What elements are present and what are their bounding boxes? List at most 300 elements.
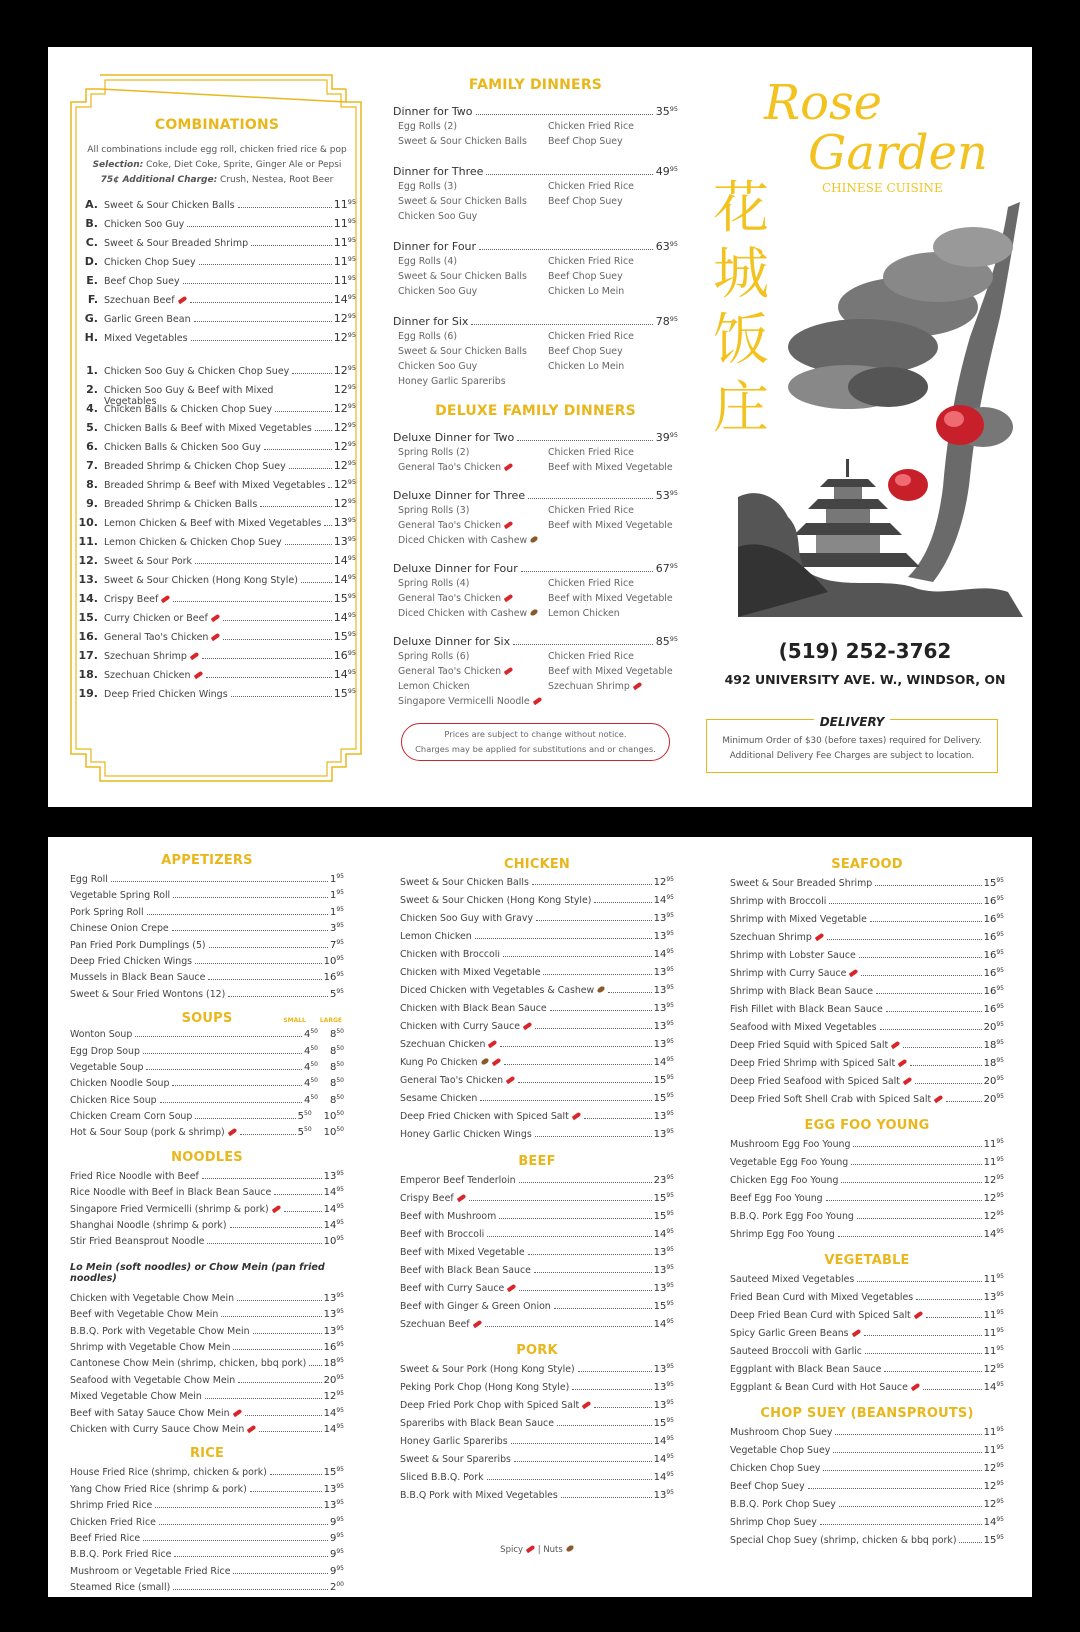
item-name: Deep Fried Chicken with Spiced Salt xyxy=(400,1112,581,1121)
item-name: Hot & Sour Soup (pork & shrimp) xyxy=(70,1127,237,1138)
notice-line-2: Charges may be applied for substitutions and or changes. xyxy=(415,744,656,754)
combo-key: 11. xyxy=(78,535,98,548)
item-price: $13^{95}$ xyxy=(653,1282,674,1294)
combo-price: $14^{95}$ xyxy=(333,554,356,567)
item-name: Sauteed Mixed Vegetables xyxy=(730,1274,855,1285)
menu-item xyxy=(70,939,344,955)
family-dinner xyxy=(393,105,678,149)
menu-item xyxy=(400,1003,674,1021)
item-name: B.B.Q. Pork Egg Foo Young xyxy=(730,1211,854,1222)
family-dinner xyxy=(393,240,678,299)
combo-name: Chicken Balls & Chicken Soo Guy xyxy=(104,442,261,453)
item-name: Chicken Chop Suey xyxy=(730,1463,821,1474)
logo-rose: Rose xyxy=(764,75,883,131)
item-price: $13^{95}$ xyxy=(323,1169,344,1182)
dinner-item: Diced Chicken with Cashew xyxy=(398,606,548,621)
combination-item xyxy=(78,687,356,706)
menu-item xyxy=(730,877,1004,895)
combo-key: A. xyxy=(85,198,98,211)
dinner-item: Spring Rolls (3) xyxy=(398,505,470,516)
item-price: $7^{95}$ xyxy=(329,938,344,951)
item-name: Beef Chop Suey xyxy=(730,1481,805,1492)
combo-key: 17. xyxy=(78,649,98,662)
chili-icon xyxy=(456,1194,465,1202)
nut-icon xyxy=(529,608,538,617)
intro-line-1: All combinations include egg roll, chicken fried rice & pop xyxy=(87,145,347,155)
dinner-title: Deluxe Dinner for Four $67^{95}$ xyxy=(393,562,678,575)
item-name: Lemon Chicken xyxy=(400,932,472,942)
item-name: Singapore Fried Vermicelli (shrimp & pork) xyxy=(70,1204,281,1215)
item-name: Mushroom Egg Foo Young xyxy=(730,1139,851,1150)
delivery-box xyxy=(706,715,998,773)
item-price: $14^{95}$ xyxy=(653,948,674,960)
combo-name: Sweet & Sour Pork xyxy=(104,556,193,567)
item-name: Yang Chow Fried Rice (shrimp & pork) xyxy=(70,1483,247,1495)
dinner-item: Szechuan Shrimp xyxy=(548,679,678,694)
chili-icon xyxy=(891,1041,900,1049)
item-name: Vegetable Soup xyxy=(70,1061,144,1073)
menu-item xyxy=(400,1111,674,1129)
item-price: $14^{95}$ xyxy=(653,1056,674,1068)
item-name: Peking Pork Chop (Hong Kong Style) xyxy=(400,1382,570,1393)
item-name: Shrimp with Curry Sauce xyxy=(730,968,858,979)
item-name: Sauteed Broccoli with Garlic xyxy=(730,1346,862,1357)
chili-icon xyxy=(247,1425,256,1433)
combo-price: $12^{95}$ xyxy=(333,331,356,344)
dinner-item: Chicken Soo Guy xyxy=(398,286,478,297)
cover-section xyxy=(698,47,1032,807)
item-name: Chicken with Curry Sauce xyxy=(400,1022,532,1031)
item-price: $13^{95}$ xyxy=(653,1110,674,1122)
chili-icon xyxy=(232,1408,241,1416)
item-name: Mixed Vegetable Chow Mein xyxy=(70,1391,202,1403)
combo-key: 14. xyxy=(78,592,98,605)
combo-name: Chicken Balls & Beef with Mixed Vegetables xyxy=(104,423,312,434)
combination-item xyxy=(78,497,356,516)
item-price: $13^{95}$ xyxy=(653,1020,674,1032)
menu-item xyxy=(730,931,1004,949)
chili-icon xyxy=(849,969,858,977)
item-price: $11^{95}$ xyxy=(983,1273,1004,1285)
pork-section xyxy=(400,1343,674,1507)
combination-item xyxy=(78,478,356,497)
item-price: $13^{95}$ xyxy=(653,930,674,942)
dinner-item: General Tao's Chicken xyxy=(398,664,548,679)
dinner-title: Dinner for Three $49^{95}$ xyxy=(393,165,678,178)
combo-key: 12. xyxy=(78,554,98,567)
combination-numbers-list xyxy=(78,364,356,706)
menu-item xyxy=(70,1466,344,1482)
menu-item xyxy=(730,1291,1004,1309)
item-price: $3^{95}$ xyxy=(329,922,344,935)
combo-key: B. xyxy=(85,217,98,230)
seafood-list xyxy=(730,877,1004,1111)
menu-item xyxy=(70,1325,344,1341)
chili-icon xyxy=(227,1128,236,1136)
family-dinner xyxy=(393,431,678,475)
combo-price: $14^{95}$ xyxy=(333,293,356,306)
item-name: Szechuan Chicken xyxy=(400,1040,497,1049)
chili-icon xyxy=(504,667,514,675)
combo-name: Mixed Vegetables xyxy=(104,333,188,344)
menu-item xyxy=(70,971,344,987)
seafood-title: SEAFOOD xyxy=(831,857,903,872)
combination-item xyxy=(78,630,356,649)
combination-item xyxy=(78,611,356,630)
combo-name: Sweet & Sour Chicken (Hong Kong Style) xyxy=(104,575,298,586)
legend-spicy: Spicy xyxy=(500,1545,524,1555)
egg-foo-young-section xyxy=(730,1118,1004,1246)
menu-item xyxy=(70,1292,344,1308)
menu-item xyxy=(730,1498,1004,1516)
dinner-item: General Tao's Chicken xyxy=(398,518,548,533)
item-name: Chicken with Mixed Vegetable xyxy=(400,968,541,978)
item-price: $9^{95}$ xyxy=(329,1548,344,1561)
menu-item xyxy=(730,1138,1004,1156)
item-name: Fish Fillet with Black Bean Sauce xyxy=(730,1004,883,1015)
menu-item xyxy=(70,1499,344,1515)
item-name: Pan Fried Pork Dumplings (5) xyxy=(70,939,206,951)
menu-item xyxy=(400,1435,674,1453)
dinner-item: Sweet & Sour Chicken Balls xyxy=(398,196,527,207)
item-price: $15^{95}$ xyxy=(653,1074,674,1086)
dinner-price: $63^{95}$ xyxy=(655,240,678,253)
small-header: SMALL xyxy=(283,1017,306,1025)
item-price: $13^{95}$ xyxy=(653,1246,674,1258)
combination-item xyxy=(78,573,356,592)
combo-key: E. xyxy=(86,274,98,287)
chili-icon xyxy=(934,1095,943,1103)
item-price: $13^{95}$ xyxy=(653,1399,674,1411)
item-price: $15^{95}$ xyxy=(983,877,1004,889)
chili-icon xyxy=(913,1311,922,1319)
menu-item xyxy=(730,1003,1004,1021)
rice-section xyxy=(70,1446,344,1597)
combination-item xyxy=(78,516,356,535)
dinner-item: Egg Rolls (2) xyxy=(398,121,457,132)
item-name: Vegetable Spring Roll xyxy=(70,890,171,902)
chinese-char-3: 饭 xyxy=(713,308,769,373)
combo-key: C. xyxy=(85,236,98,249)
dinner-price: $67^{95}$ xyxy=(655,562,678,575)
chili-icon xyxy=(851,1329,860,1337)
family-dinner xyxy=(393,315,678,389)
nut-icon xyxy=(480,1058,489,1066)
item-name: Sweet & Sour Fried Wontons (12) xyxy=(70,988,226,1000)
intro-line-2: Selection: Coke, Diet Coke, Sprite, Ginger Ale or Pepsi xyxy=(92,160,342,170)
combination-item xyxy=(78,274,356,293)
item-name: Seafood with Mixed Vegetables xyxy=(730,1022,877,1033)
item-name: Pork Spring Roll xyxy=(70,906,144,918)
combination-item xyxy=(78,535,356,554)
combo-price: $15^{95}$ xyxy=(333,630,356,643)
item-price: $11^{95}$ xyxy=(983,1309,1004,1321)
menu-item xyxy=(400,913,674,931)
menu-item xyxy=(70,906,344,922)
item-price: $14^{95}$ xyxy=(323,1219,344,1232)
combo-name: Szechuan Beef xyxy=(104,295,187,306)
item-price: $14^{95}$ xyxy=(323,1422,344,1435)
family-dinner xyxy=(393,562,678,621)
rice-title: RICE xyxy=(189,1446,225,1462)
menu-item xyxy=(70,1126,344,1142)
item-price-large: $8^{50}$ xyxy=(329,1044,344,1057)
item-name: Eggplant with Black Bean Sauce xyxy=(730,1364,882,1375)
menu-front-panel xyxy=(48,47,1032,807)
item-price: $5^{50}$ xyxy=(297,1126,312,1139)
item-name: Fried Rice Noodle with Beef xyxy=(70,1170,199,1182)
menu-item xyxy=(730,1516,1004,1534)
item-price: $15^{95}$ xyxy=(653,1417,674,1429)
combo-name: Garlic Green Bean xyxy=(104,314,191,325)
menu-item xyxy=(400,1228,674,1246)
chicken-title: CHICKEN xyxy=(503,857,571,872)
egg-foo-young-list xyxy=(730,1138,1004,1246)
item-price: $14^{95}$ xyxy=(653,1318,674,1330)
item-price: $20^{95}$ xyxy=(983,1021,1004,1033)
soups-title: SOUPS xyxy=(181,1011,233,1027)
combinations-section xyxy=(78,117,356,706)
address: 492 UNIVERSITY AVE. W., WINDSOR, ON xyxy=(724,672,1006,687)
dinner-item: Spring Rolls (6) xyxy=(398,651,470,662)
item-name: Shrimp with Lobster Sauce xyxy=(730,950,856,961)
combination-item xyxy=(78,331,356,350)
item-name: Beef with Ginger & Green Onion xyxy=(400,1301,551,1312)
lomein-list xyxy=(70,1292,344,1440)
notice-line-1: Prices are subject to change without notice. xyxy=(444,729,627,739)
menu-item xyxy=(70,889,344,905)
menu-item xyxy=(730,1174,1004,1192)
item-price: $15^{95}$ xyxy=(653,1210,674,1222)
menu-item xyxy=(400,1057,674,1075)
item-name: B.B.Q. Pork with Vegetable Chow Mein xyxy=(70,1325,250,1337)
item-name: Emperor Beef Tenderloin xyxy=(400,1175,516,1186)
item-name: Deep Fried Shrimp with Spiced Salt xyxy=(730,1058,907,1069)
menu-item xyxy=(400,877,674,895)
item-price: $13^{95}$ xyxy=(653,1489,674,1501)
item-name: Shrimp with Mixed Vegetable xyxy=(730,914,867,925)
combo-name: Chicken Chop Suey xyxy=(104,257,196,268)
combo-key: 8. xyxy=(86,478,98,491)
menu-item xyxy=(70,1548,344,1564)
combinations-title: COMBINATIONS xyxy=(154,117,280,133)
item-price: $11^{95}$ xyxy=(983,1444,1004,1456)
dinner-item: Chicken Lo Mein xyxy=(548,286,625,297)
menu-item xyxy=(400,1093,674,1111)
item-price: $13^{95}$ xyxy=(323,1308,344,1321)
menu-item xyxy=(730,1426,1004,1444)
item-price: $12^{95}$ xyxy=(983,1174,1004,1186)
item-name: Honey Garlic Spareribs xyxy=(400,1436,508,1447)
dinner-item: Chicken Fried Rice xyxy=(548,121,634,132)
dinner-item: Chicken Fried Rice xyxy=(548,447,634,458)
phone-number: (519) 252-3762 xyxy=(778,639,952,663)
item-name: Beef with Satay Sauce Chow Mein xyxy=(70,1408,242,1419)
combo-price: $12^{95}$ xyxy=(333,402,356,415)
combo-key: 5. xyxy=(86,421,98,434)
dinner-price: $39^{95}$ xyxy=(655,431,678,444)
item-price: $16^{95}$ xyxy=(983,949,1004,961)
item-price: $10^{95}$ xyxy=(323,954,344,967)
menu-item xyxy=(70,1235,344,1251)
middle-column xyxy=(400,857,674,1555)
dinner-item: Spring Rolls (2) xyxy=(398,447,470,458)
combination-item xyxy=(78,421,356,440)
dinner-item: Chicken Fried Rice xyxy=(548,256,634,267)
chili-icon xyxy=(193,671,203,679)
menu-item xyxy=(70,1357,344,1373)
combo-price: $13^{95}$ xyxy=(333,535,356,548)
menu-item xyxy=(730,967,1004,985)
item-price: $12^{95}$ xyxy=(983,1498,1004,1510)
item-price: $13^{95}$ xyxy=(653,1038,674,1050)
dinner-item: Beef with Mixed Vegetable xyxy=(548,520,673,531)
item-name: B.B.Q. Pork Fried Rice xyxy=(70,1549,172,1561)
nut-icon xyxy=(565,1544,574,1553)
dinner-item: General Tao's Chicken xyxy=(398,460,548,475)
item-name: Chicken Egg Foo Young xyxy=(730,1175,839,1186)
item-price: $11^{95}$ xyxy=(983,1327,1004,1339)
menu-item xyxy=(730,1228,1004,1246)
item-name: Deep Fried Soft Shell Crab with Spiced Salt xyxy=(730,1094,943,1105)
combo-price: $16^{95}$ xyxy=(333,649,356,662)
combo-name: Szechuan Shrimp xyxy=(104,651,199,662)
delivery-text: Minimum Order of $30 (before taxes) required for Delivery. Additional Delivery Fee Charges are subject to location. xyxy=(722,736,982,761)
item-name: Rice Noodle with Beef in Black Bean Sauce xyxy=(70,1187,272,1199)
family-dinner xyxy=(393,635,678,709)
delivery-label: DELIVERY xyxy=(707,711,997,730)
item-price: $14^{95}$ xyxy=(983,1381,1004,1393)
menu-item xyxy=(70,1045,344,1061)
combo-price: $12^{95}$ xyxy=(333,421,356,434)
item-price: $12^{95}$ xyxy=(653,876,674,888)
nut-icon xyxy=(596,986,605,994)
item-name: Special Chop Suey (shrimp, chicken & bbq pork) xyxy=(730,1535,957,1546)
item-price: $18^{95}$ xyxy=(983,1039,1004,1051)
menu-item xyxy=(70,1565,344,1581)
menu-item xyxy=(730,949,1004,967)
item-price: $16^{95}$ xyxy=(983,967,1004,979)
combo-price: $12^{95}$ xyxy=(333,478,356,491)
item-price-large: $8^{50}$ xyxy=(329,1060,344,1073)
item-price: $14^{95}$ xyxy=(323,1202,344,1215)
menu-item xyxy=(70,1028,344,1044)
item-price: $5^{95}$ xyxy=(329,987,344,1000)
combo-name: Chicken Balls & Chicken Chop Suey xyxy=(104,404,273,415)
dinner-item: Chicken Fried Rice xyxy=(548,578,634,589)
item-name: Vegetable Chop Suey xyxy=(730,1445,831,1456)
combo-price: $11^{95}$ xyxy=(333,274,356,287)
menu-item xyxy=(400,1021,674,1039)
menu-item xyxy=(70,1077,344,1093)
item-name: Beef with Broccoli xyxy=(400,1229,485,1240)
combo-price: $11^{95}$ xyxy=(333,198,356,211)
combination-item xyxy=(78,312,356,331)
combo-key: 7. xyxy=(86,459,98,472)
combo-key: 16. xyxy=(78,630,98,643)
appetizers-title: APPETIZERS xyxy=(161,853,253,868)
right-column xyxy=(730,857,1004,1556)
nut-icon xyxy=(529,535,538,544)
item-name: Sweet & Sour Chicken Balls xyxy=(400,878,529,888)
vegetable-list xyxy=(730,1273,1004,1399)
item-name: Kung Po Chicken xyxy=(400,1058,501,1067)
menu-item xyxy=(730,1273,1004,1291)
item-price: $5^{50}$ xyxy=(297,1110,312,1123)
noodles-title: NOODLES xyxy=(171,1149,243,1165)
left-column xyxy=(70,853,344,1601)
legend-nuts: Nuts xyxy=(543,1545,563,1555)
combo-name: Chicken Soo Guy & Chicken Chop Suey xyxy=(104,366,290,377)
combo-key: F. xyxy=(87,293,98,306)
menu-item xyxy=(400,1282,674,1300)
combination-item xyxy=(78,592,356,611)
dinner-item: Egg Rolls (4) xyxy=(398,256,457,267)
intro-line-3: 75¢ Additional Charge: Crush, Nestea, Root Beer xyxy=(100,175,334,185)
menu-item xyxy=(70,1483,344,1499)
item-price: $14^{95}$ xyxy=(653,1453,674,1465)
item-price-large: $8^{50}$ xyxy=(329,1077,344,1090)
vegetable-title: VEGETABLE xyxy=(824,1253,910,1268)
dinner-item: Egg Rolls (3) xyxy=(398,181,457,192)
combination-item xyxy=(78,255,356,274)
menu-item xyxy=(730,1210,1004,1228)
beef-list xyxy=(400,1174,674,1336)
menu-item xyxy=(730,1363,1004,1381)
chop-suey-list xyxy=(730,1426,1004,1552)
item-price: $13^{95}$ xyxy=(653,984,674,996)
combo-name: Chicken Soo Guy & Beef with Mixed Vegetables xyxy=(103,385,274,407)
combination-item xyxy=(78,383,356,407)
item-name: Sweet & Sour Breaded Shrimp xyxy=(730,878,873,889)
menu-item xyxy=(730,1039,1004,1057)
menu-item xyxy=(400,1264,674,1282)
menu-item xyxy=(400,985,674,1003)
dinner-item: Sweet & Sour Chicken Balls xyxy=(398,271,527,282)
dinner-item: Beef Chop Suey xyxy=(548,346,623,357)
menu-item xyxy=(400,1246,674,1264)
item-name: Sweet & Sour Pork (Hong Kong Style) xyxy=(400,1364,575,1375)
combo-key: G. xyxy=(84,312,98,325)
item-price: $14^{95}$ xyxy=(653,1471,674,1483)
item-name: Chicken Cream Corn Soup xyxy=(70,1111,193,1123)
item-name: Steamed Rice (small) xyxy=(70,1582,171,1594)
menu-item xyxy=(70,1374,344,1390)
menu-item xyxy=(70,1203,344,1219)
beef-title: BEEF xyxy=(518,1154,556,1169)
deluxe-dinners-list xyxy=(393,431,678,709)
combo-price: $15^{95}$ xyxy=(333,687,356,700)
item-price: $13^{95}$ xyxy=(323,1324,344,1337)
dinner-item: Chicken Soo Guy xyxy=(398,361,478,372)
menu-item xyxy=(400,1399,674,1417)
item-name: House Fried Rice (shrimp, chicken & pork) xyxy=(70,1467,267,1479)
combo-key: 2. xyxy=(86,383,98,396)
item-name: Szechuan Shrimp xyxy=(730,932,824,943)
item-price: $9^{95}$ xyxy=(329,1531,344,1544)
menu-item xyxy=(730,985,1004,1003)
item-name: Shrimp Fried Rice xyxy=(70,1500,153,1512)
item-name: Shanghai Noodle (shrimp & pork) xyxy=(70,1220,227,1232)
item-name: Mussels in Black Bean Sauce xyxy=(70,972,206,984)
dinner-item: Lemon Chicken xyxy=(398,681,470,692)
item-name: Cantonese Chow Mein (shrimp, chicken, bbq pork) xyxy=(70,1358,307,1370)
dinner-item: Honey Garlic Spareribs xyxy=(398,376,506,387)
chili-icon xyxy=(911,1383,920,1391)
combo-price: $12^{95}$ xyxy=(333,383,356,396)
chili-icon xyxy=(571,1112,580,1120)
menu-item xyxy=(400,1471,674,1489)
